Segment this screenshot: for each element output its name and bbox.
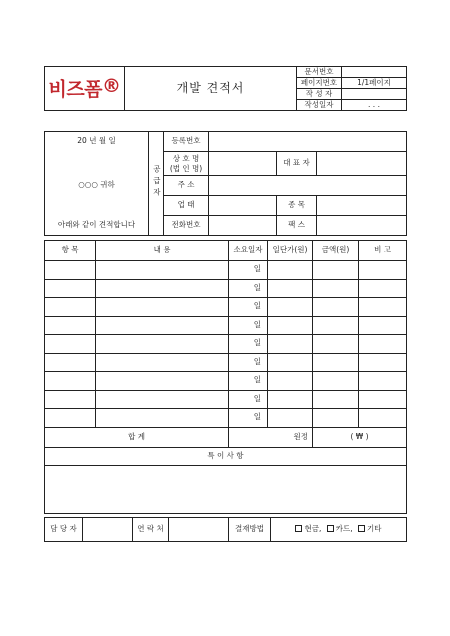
payment-label: 결재방법 <box>229 518 271 542</box>
days-cell[interactable] <box>229 279 268 298</box>
payment-option-label: 기타 <box>367 524 382 534</box>
unit-price-cell[interactable] <box>268 372 313 391</box>
meta-value[interactable] <box>342 67 407 78</box>
amount-cell[interactable] <box>313 409 359 428</box>
note-cell[interactable] <box>359 261 407 280</box>
payment-option-cash[interactable] <box>295 524 321 533</box>
item-cell[interactable] <box>45 353 96 372</box>
contact-label: 연 락 처 <box>133 518 169 542</box>
content-cell[interactable] <box>96 335 229 354</box>
table-row <box>45 316 407 335</box>
days-cell[interactable] <box>229 316 268 335</box>
address-field[interactable] <box>209 176 407 196</box>
column-header: 내 용 <box>96 241 229 261</box>
business-item-field[interactable] <box>317 196 407 216</box>
company-label <box>164 152 209 176</box>
amount-cell[interactable] <box>313 298 359 317</box>
supplier-table <box>44 131 407 236</box>
meta-value[interactable]: 1/1페이지 <box>342 78 407 89</box>
note-cell[interactable] <box>359 335 407 354</box>
ceo-label: 대 표 자 <box>277 152 317 176</box>
day-unit-label: 일 <box>253 338 261 348</box>
item-cell[interactable] <box>45 316 96 335</box>
unit-price-cell[interactable] <box>268 335 313 354</box>
table-row <box>45 298 407 317</box>
amount-cell[interactable] <box>313 261 359 280</box>
supplier-label: 공급자 <box>152 164 162 200</box>
item-cell[interactable] <box>45 279 96 298</box>
meta-value[interactable] <box>342 89 407 100</box>
fax-label: 팩 스 <box>277 216 317 236</box>
company-field[interactable] <box>209 152 277 176</box>
amount-cell[interactable] <box>313 316 359 335</box>
recipient[interactable]: ○○○ 귀하 <box>45 176 149 196</box>
manager-label: 담 당 자 <box>45 518 83 542</box>
content-cell[interactable] <box>96 372 229 391</box>
total-label: 합 계 <box>45 427 229 447</box>
logo-text: 비즈폼 <box>48 78 103 101</box>
note-cell[interactable] <box>359 409 407 428</box>
registered-mark: ® <box>102 74 121 97</box>
remarks-header-row <box>45 447 407 465</box>
currency-label: 원정 <box>229 427 313 447</box>
amount-cell[interactable] <box>313 279 359 298</box>
table-row <box>45 353 407 372</box>
amount-cell[interactable] <box>313 353 359 372</box>
day-unit-label: 일 <box>253 356 261 366</box>
blank <box>45 196 149 216</box>
table-row <box>45 390 407 409</box>
payment-option-label: 현금, <box>304 524 322 534</box>
payment-option-label: 카드, <box>335 524 353 534</box>
remarks-label: 특 이 사 항 <box>45 447 407 465</box>
intro-text: 아래와 같이 견적합니다 <box>45 216 149 236</box>
quote-date[interactable]: 20 년 월 일 <box>45 132 149 152</box>
meta-label: 작 성 자 <box>297 89 342 100</box>
registration-field[interactable] <box>209 132 407 152</box>
unit-price-cell[interactable] <box>268 390 313 409</box>
blank <box>45 152 149 176</box>
total-amount[interactable]: ( ₩ ) <box>313 427 407 447</box>
days-cell[interactable] <box>229 261 268 280</box>
column-header: 항 목 <box>45 241 96 261</box>
footer-table <box>44 517 407 542</box>
business-type-label: 업 태 <box>164 196 209 216</box>
note-cell[interactable] <box>359 279 407 298</box>
column-header: 금액(원) <box>313 241 359 261</box>
meta-label: 문서번호 <box>297 67 342 78</box>
contact-field[interactable] <box>169 518 229 542</box>
manager-field[interactable] <box>83 518 133 542</box>
column-header: 비 고 <box>359 241 407 261</box>
header-table <box>44 66 407 111</box>
amount-cell[interactable] <box>313 390 359 409</box>
total-row <box>45 427 407 447</box>
content-cell[interactable] <box>96 279 229 298</box>
unit-price-cell[interactable] <box>268 409 313 428</box>
unit-price-cell[interactable] <box>268 279 313 298</box>
address-label: 주 소 <box>164 176 209 196</box>
table-row <box>45 261 407 280</box>
item-cell[interactable] <box>45 335 96 354</box>
document-title: 개발 견적서 <box>125 67 297 111</box>
note-cell[interactable] <box>359 353 407 372</box>
amount-cell[interactable] <box>313 335 359 354</box>
item-cell[interactable] <box>45 298 96 317</box>
column-header: 일단가(원) <box>268 241 313 261</box>
days-cell[interactable] <box>229 390 268 409</box>
day-unit-label: 일 <box>253 301 261 311</box>
content-cell[interactable] <box>96 261 229 280</box>
meta-value[interactable]: . . . <box>342 100 407 111</box>
note-cell[interactable] <box>359 372 407 391</box>
remarks-row <box>45 465 407 513</box>
phone-field[interactable] <box>209 216 277 236</box>
items-table <box>44 240 407 514</box>
fax-field[interactable] <box>317 216 407 236</box>
note-cell[interactable] <box>359 298 407 317</box>
column-header: 소요일자 <box>229 241 268 261</box>
checkbox-icon <box>358 525 365 532</box>
day-unit-label: 일 <box>253 264 261 274</box>
items-header-row <box>45 241 407 261</box>
days-cell[interactable] <box>229 335 268 354</box>
day-unit-label: 일 <box>253 412 261 422</box>
day-unit-label: 일 <box>253 375 261 385</box>
note-cell[interactable] <box>359 316 407 335</box>
unit-price-cell[interactable] <box>268 353 313 372</box>
ceo-field[interactable] <box>317 152 407 176</box>
business-type-field[interactable] <box>209 196 277 216</box>
remarks-field[interactable] <box>45 465 407 513</box>
supplier-label-cell <box>149 132 164 236</box>
day-unit-label: 일 <box>253 393 261 403</box>
day-unit-label: 일 <box>253 282 261 292</box>
payment-options <box>271 518 407 542</box>
unit-price-cell[interactable] <box>268 316 313 335</box>
item-cell[interactable] <box>45 261 96 280</box>
payment-option-other[interactable] <box>358 524 382 533</box>
content-cell[interactable] <box>96 353 229 372</box>
meta-label: 작성일자 <box>297 100 342 111</box>
payment-option-card[interactable] <box>327 524 353 533</box>
note-cell[interactable] <box>359 390 407 409</box>
days-cell[interactable] <box>229 353 268 372</box>
days-cell[interactable] <box>229 372 268 391</box>
item-cell[interactable] <box>45 372 96 391</box>
days-cell[interactable] <box>229 298 268 317</box>
content-cell[interactable] <box>96 390 229 409</box>
business-item-label: 종 목 <box>277 196 317 216</box>
table-row <box>45 372 407 391</box>
checkbox-icon <box>295 525 302 532</box>
checkbox-icon <box>327 525 334 532</box>
company-label-line2: (법 인 명) <box>169 163 203 173</box>
unit-price-cell[interactable] <box>268 261 313 280</box>
table-row <box>45 335 407 354</box>
items-body <box>45 261 407 428</box>
registration-label: 등록번호 <box>164 132 209 152</box>
content-cell[interactable] <box>96 316 229 335</box>
company-label-line1: 상 호 명 <box>172 154 200 164</box>
meta-label: 페이지번호 <box>297 78 342 89</box>
unit-price-cell[interactable] <box>268 298 313 317</box>
item-cell[interactable] <box>45 409 96 428</box>
logo <box>45 67 125 111</box>
day-unit-label: 일 <box>253 319 261 329</box>
content-cell[interactable] <box>96 298 229 317</box>
content-cell[interactable] <box>96 409 229 428</box>
phone-label: 전화번호 <box>164 216 209 236</box>
table-row <box>45 279 407 298</box>
amount-cell[interactable] <box>313 372 359 391</box>
item-cell[interactable] <box>45 390 96 409</box>
days-cell[interactable] <box>229 409 268 428</box>
table-row <box>45 409 407 428</box>
